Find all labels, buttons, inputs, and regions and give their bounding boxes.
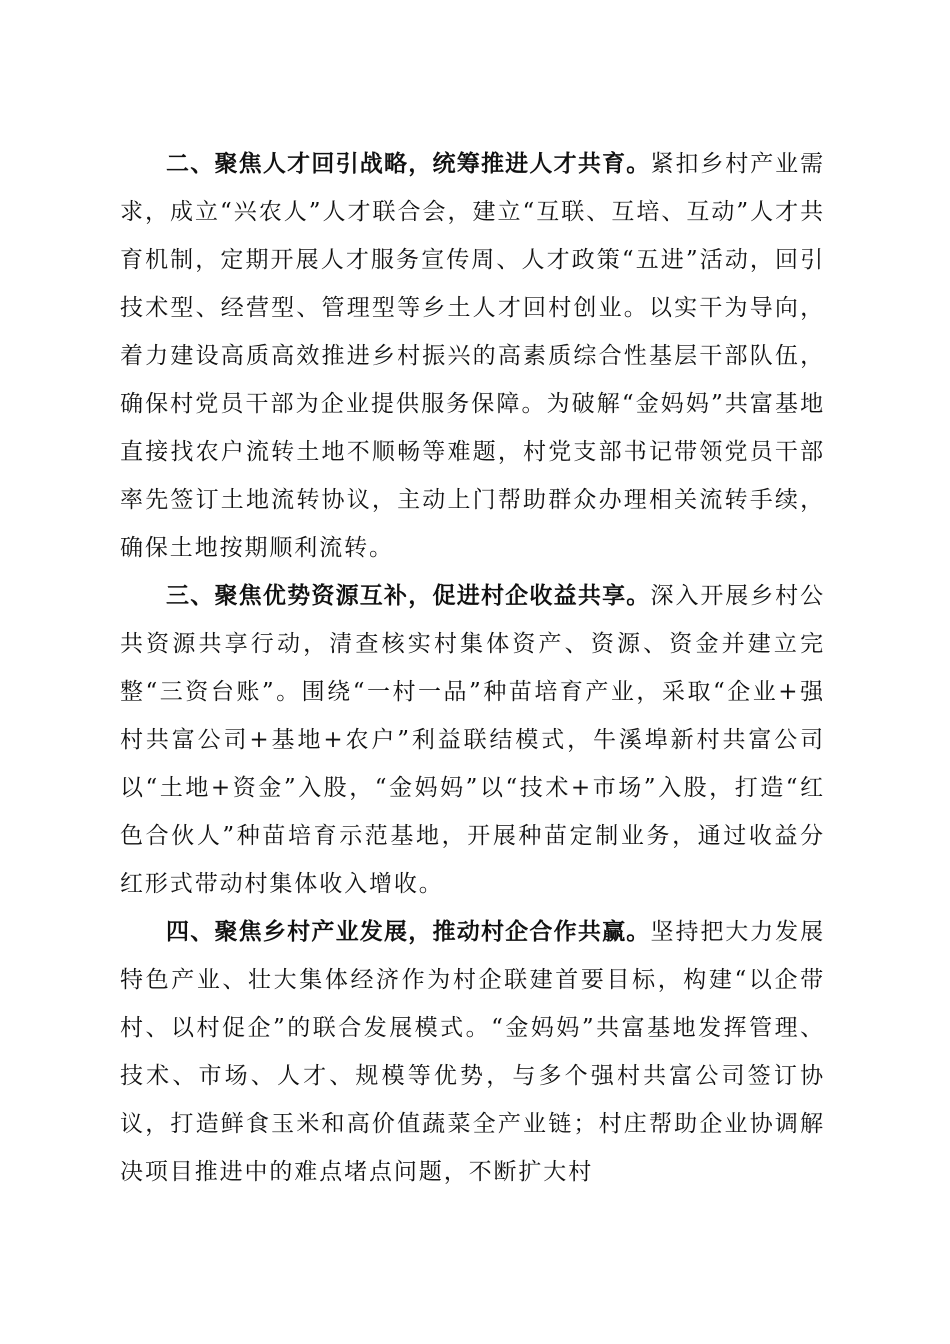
paragraph-text: 紧扣乡村产业需求，成立“兴农人”人才联合会，建立“互联、互培、互动”人才共育机制，定期开展人才服务宣传周、人才政策“五进”活动，回引技术型、经营型、管理型等乡土人才回村创业。以实干为导向，着力建设高质高效推进乡村振兴的高素质综合性基层干部队伍，确保村党员干部为企业提供服务保障。为破解“金妈妈”共富基地直接找农户流转土地不顺畅等难题，村党支部书记带领党员干部率先签订土地流转协议，主动上门帮助群众办理相关流转手续，确保土地按期顺利流转。 bbox=[120, 151, 825, 561]
paragraph-heading: 四、聚焦乡村产业发展，推动村企合作共赢。 bbox=[166, 919, 651, 945]
document-body bbox=[120, 140, 825, 1196]
paragraph-industry bbox=[120, 908, 825, 1196]
paragraph-resources bbox=[120, 572, 825, 908]
paragraph-talent bbox=[120, 140, 825, 572]
paragraph-heading: 二、聚焦人才回引战略，统筹推进人才共育。 bbox=[166, 151, 651, 177]
paragraph-heading: 三、聚焦优势资源互补，促进村企收益共享。 bbox=[166, 583, 651, 609]
paragraph-text: 坚持把大力发展特色产业、壮大集体经济作为村企联建首要目标，构建“以企带村、以村促企”的联合发展模式。“金妈妈”共富基地发挥管理、技术、市场、人才、规模等优势，与多个强村共富公司签订协议，打造鲜食玉米和高价值蔬菜全产业链；村庄帮助企业协调解决项目推进中的难点堵点问题，不断扩大村 bbox=[120, 919, 825, 1185]
paragraph-text: 深入开展乡村公共资源共享行动，清查核实村集体资产、资源、资金并建立完整“三资台账”。围绕“一村一品”种苗培育产业，采取“企业+强村共富公司+基地+农户”利益联结模式，牛溪埠新村共富公司以“土地+资金”入股，“金妈妈”以“技术+市场”入股，打造“红色合伙人”种苗培育示范基地，开展种苗定制业务，通过收益分红形式带动村集体收入增收。 bbox=[120, 583, 825, 897]
